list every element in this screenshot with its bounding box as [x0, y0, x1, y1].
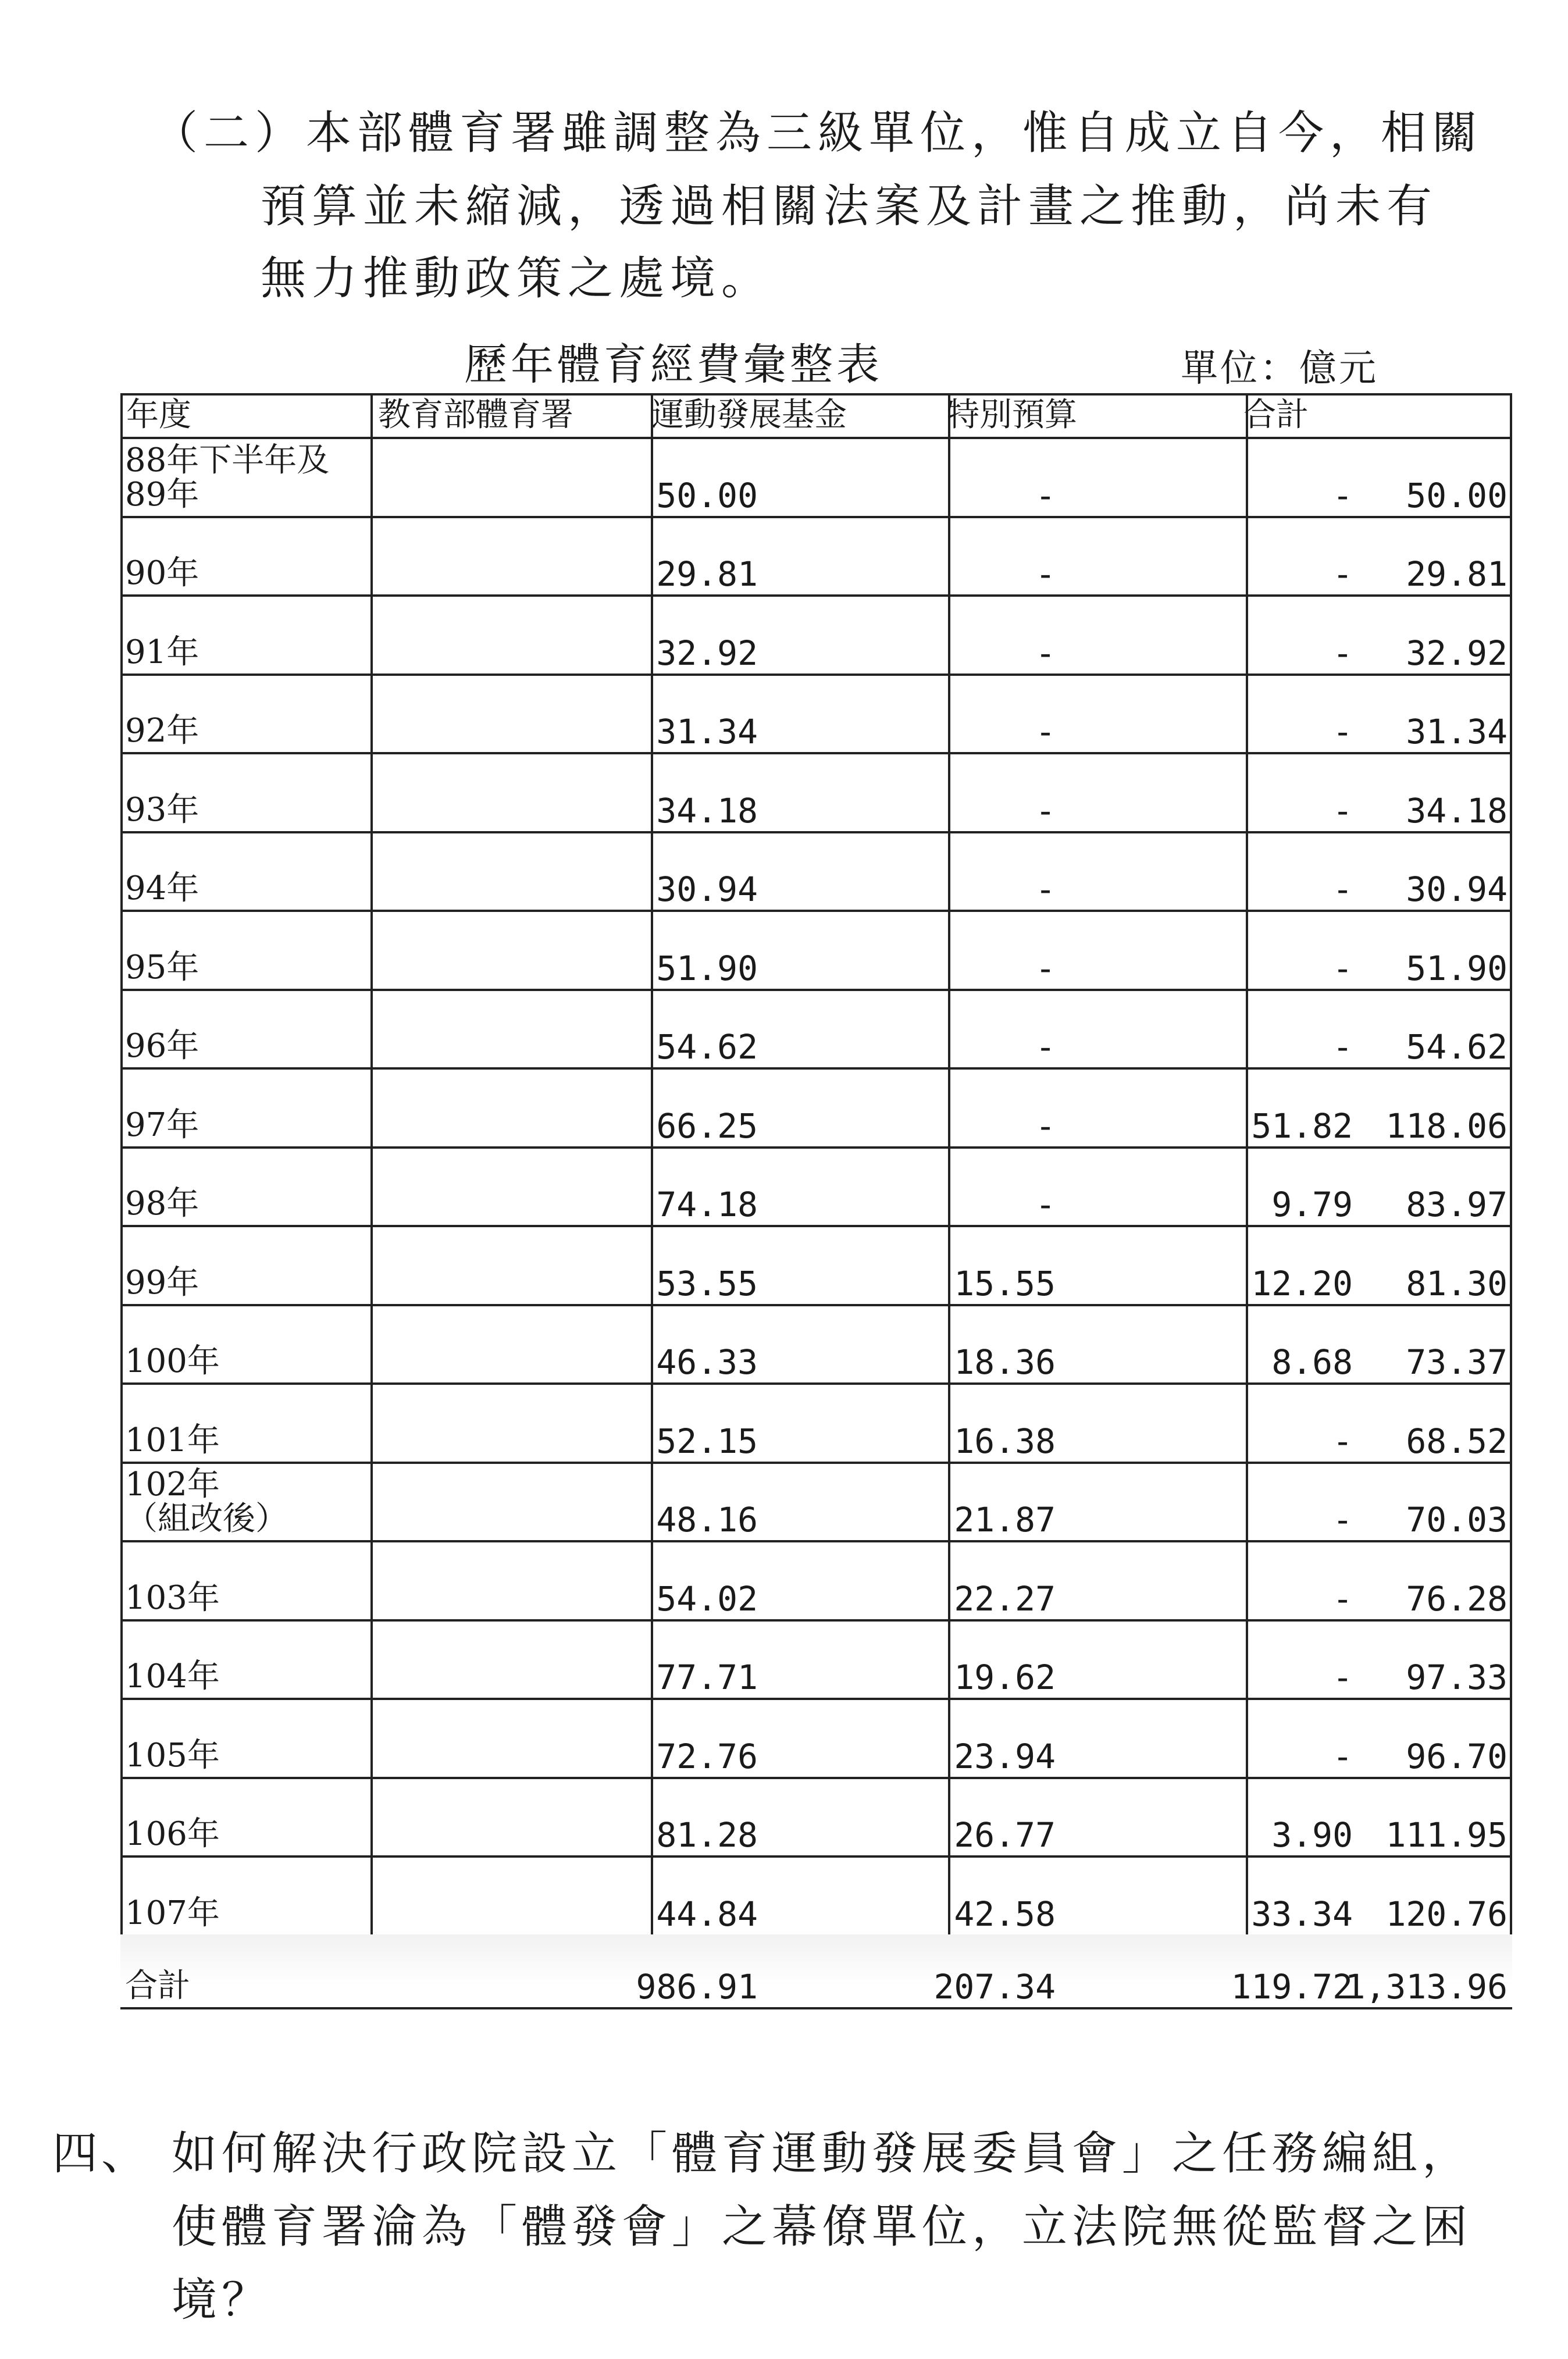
table-row	[120, 1777, 1512, 1856]
value-cell-c3: -	[1332, 1027, 1353, 1067]
table-row	[120, 1304, 1512, 1383]
header-sports-admin: 教育部體育署	[378, 396, 573, 434]
question-number: 四、	[52, 2128, 151, 2180]
table-row	[120, 1067, 1512, 1146]
value-cell-c2: 19.62	[954, 1658, 1056, 1697]
value-cell-c3: -	[1332, 475, 1353, 515]
value-cell-c3: 33.34	[1251, 1894, 1353, 1934]
value-cell-c3: -	[1332, 554, 1353, 594]
value-cell-c1: 53.55	[656, 1263, 758, 1303]
year-cell: 97年	[125, 1106, 199, 1144]
header-total: 合計	[1243, 396, 1309, 434]
value-cell-c1: 81.28	[656, 1815, 758, 1855]
table-row	[120, 1619, 1512, 1698]
value-cell-c4: 34.18	[1406, 790, 1508, 831]
value-cell-c4: 120.76	[1385, 1894, 1508, 1934]
value-cell-c2: -	[1035, 1106, 1056, 1146]
value-cell-c1: 29.81	[656, 554, 758, 594]
value-cell-c4: 76.28	[1406, 1578, 1508, 1619]
value-cell-c1: 32.92	[656, 633, 758, 673]
year-cell: 105年	[125, 1736, 220, 1774]
value-cell-c2: 42.58	[954, 1894, 1056, 1934]
value-cell-c1: 48.16	[656, 1500, 758, 1540]
total-label: 合計	[125, 1967, 190, 2005]
value-cell-c1: 77.71	[656, 1658, 758, 1697]
table-row-divider	[120, 2007, 1512, 2009]
value-cell-c4: 97.33	[1406, 1658, 1508, 1697]
value-cell-c3: -	[1332, 633, 1353, 673]
value-cell-c3: -	[1332, 948, 1353, 988]
table-row	[120, 1462, 1512, 1541]
table-row	[120, 1698, 1512, 1777]
header-sports-fund: 運動發展基金	[651, 396, 847, 434]
value-cell-c1: 50.00	[656, 475, 758, 515]
table-title: 歷年體育經費彙整表	[464, 340, 883, 390]
value-cell-c2: 22.27	[954, 1578, 1056, 1619]
value-cell-c3: -	[1332, 712, 1353, 751]
value-cell-c1: 74.18	[656, 1185, 758, 1224]
year-cell: 96年	[125, 1027, 199, 1066]
year-cell: 95年	[125, 948, 199, 986]
value-cell-c2: 16.38	[954, 1421, 1056, 1461]
value-cell-c2: 15.55	[954, 1263, 1056, 1303]
table-row	[120, 594, 1512, 674]
table-row	[120, 1382, 1512, 1462]
year-cell: 106年	[125, 1815, 220, 1854]
value-cell-c1: 72.76	[656, 1736, 758, 1776]
value-cell-c1: 46.33	[656, 1342, 758, 1382]
value-cell-c4: 29.81	[1406, 554, 1508, 594]
year-cell: 99年	[125, 1263, 199, 1302]
year-cell: 104年	[125, 1658, 220, 1696]
value-cell-c3: -	[1332, 1658, 1353, 1697]
question-line-2: 使體育署淪為「體發會」之幕僚單位，立法院無從監督之困	[172, 2201, 1473, 2253]
value-cell-c4: 73.37	[1406, 1342, 1508, 1382]
section-line-3: 無力推動政策之處境。	[261, 252, 773, 305]
value-cell-c4: 32.92	[1406, 633, 1508, 673]
value-cell-c4: 1,313.96	[1345, 1967, 1508, 2007]
value-cell-c1: 34.18	[656, 790, 758, 831]
value-cell-c3: 119.72	[1231, 1967, 1353, 2007]
table-row	[120, 1540, 1512, 1619]
value-cell-c3: -	[1332, 790, 1353, 831]
table-row	[120, 989, 1512, 1068]
table-unit: 單位：億元	[1181, 347, 1378, 390]
value-cell-c1: 986.91	[636, 1967, 758, 2007]
table-row-divider	[120, 393, 1512, 395]
year-cell: 103年	[125, 1578, 220, 1617]
value-cell-c4: 118.06	[1385, 1106, 1508, 1146]
value-cell-c3: -	[1332, 1500, 1353, 1540]
value-cell-c4: 68.52	[1406, 1421, 1508, 1461]
value-cell-c3: 9.79	[1271, 1185, 1353, 1224]
value-cell-c4: 81.30	[1406, 1263, 1508, 1303]
value-cell-c2: -	[1035, 633, 1056, 673]
value-cell-c1: 54.02	[656, 1578, 758, 1619]
table-row	[120, 437, 1512, 516]
value-cell-c2: -	[1035, 870, 1056, 909]
value-cell-c4: 51.90	[1406, 948, 1508, 988]
value-cell-c1: 66.25	[656, 1106, 758, 1146]
value-cell-c1: 54.62	[656, 1027, 758, 1067]
year-cell: 100年	[125, 1342, 220, 1381]
value-cell-c4: 30.94	[1406, 870, 1508, 909]
value-cell-c4: 31.34	[1406, 712, 1508, 751]
value-cell-c2: -	[1035, 948, 1056, 988]
table-total-row	[120, 1934, 1512, 2008]
value-cell-c2: -	[1035, 1185, 1056, 1224]
value-cell-c2: -	[1035, 554, 1056, 594]
value-cell-c1: 31.34	[656, 712, 758, 751]
value-cell-c1: 52.15	[656, 1421, 758, 1461]
value-cell-c3: 3.90	[1271, 1815, 1353, 1855]
header-year: 年度	[126, 396, 191, 434]
table-row	[120, 910, 1512, 989]
year-cell: 94年	[125, 870, 199, 908]
year-cell: 107年	[125, 1894, 220, 1932]
value-cell-c3: -	[1332, 870, 1353, 909]
table-row	[120, 674, 1512, 753]
value-cell-c1: 51.90	[656, 948, 758, 988]
table-row	[120, 1146, 1512, 1225]
value-cell-c3: -	[1332, 1736, 1353, 1776]
value-cell-c2: -	[1035, 1027, 1056, 1067]
value-cell-c1: 30.94	[656, 870, 758, 909]
section-line-1: （二）本部體育署雖調整為三級單位，惟自成立自今，相關	[152, 107, 1484, 159]
value-cell-c4: 50.00	[1406, 475, 1508, 515]
value-cell-c2: 26.77	[954, 1815, 1056, 1855]
value-cell-c2: -	[1035, 712, 1056, 751]
table-row	[120, 516, 1512, 595]
value-cell-c2: -	[1035, 475, 1056, 515]
year-cell: 102年 （組改後）	[125, 1466, 288, 1538]
value-cell-c3: 8.68	[1271, 1342, 1353, 1382]
value-cell-c1: 44.84	[656, 1894, 758, 1934]
year-cell: 92年	[125, 712, 199, 750]
value-cell-c4: 54.62	[1406, 1027, 1508, 1067]
year-cell: 101年	[125, 1421, 220, 1459]
table-row	[120, 1855, 1512, 1934]
value-cell-c4: 96.70	[1406, 1736, 1508, 1776]
year-cell: 91年	[125, 633, 199, 671]
year-cell: 93年	[125, 790, 199, 829]
value-cell-c3: -	[1332, 1421, 1353, 1461]
section-line-2: 預算並未縮減，透過相關法案及計畫之推動，尚未有	[261, 180, 1438, 233]
value-cell-c4: 83.97	[1406, 1185, 1508, 1224]
table-row	[120, 752, 1512, 831]
year-cell: 98年	[125, 1185, 199, 1223]
value-cell-c3: 12.20	[1251, 1263, 1353, 1303]
year-cell: 88年下半年及 89年	[125, 441, 330, 514]
question-line-3: 境？	[172, 2274, 272, 2326]
question-line-1: 如何解決行政院設立「體育運動發展委員會」之任務編組，	[172, 2128, 1473, 2180]
value-cell-c2: 21.87	[954, 1500, 1056, 1540]
table-row	[120, 1225, 1512, 1304]
value-cell-c2: 18.36	[954, 1342, 1056, 1382]
value-cell-c3: 51.82	[1251, 1106, 1353, 1146]
value-cell-c2: 207.34	[933, 1967, 1056, 2007]
year-cell: 90年	[125, 554, 199, 593]
header-special-budget: 特別預算	[947, 396, 1077, 434]
value-cell-c3: -	[1332, 1578, 1353, 1619]
value-cell-c2: -	[1035, 790, 1056, 831]
value-cell-c4: 111.95	[1385, 1815, 1508, 1855]
value-cell-c4: 70.03	[1406, 1500, 1508, 1540]
value-cell-c2: 23.94	[954, 1736, 1056, 1776]
table-row	[120, 831, 1512, 910]
